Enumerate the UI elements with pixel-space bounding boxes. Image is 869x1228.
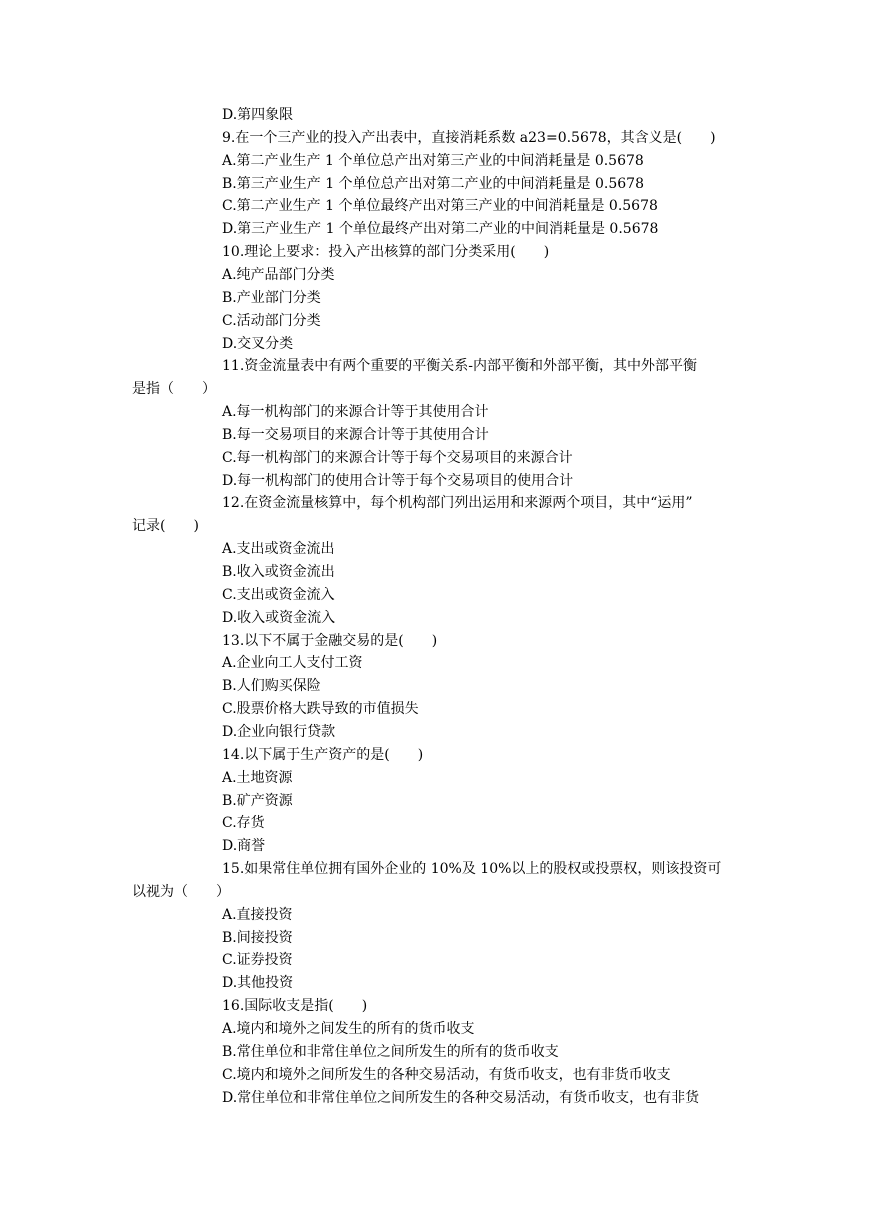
text-line: 是指（ ） — [132, 381, 216, 398]
text-line: D.交叉分类 — [222, 335, 294, 352]
text-line: D.第三产业生产 1 个单位最终产出对第二产业的中间消耗量是 0.5678 — [222, 221, 659, 238]
text-line: D.收入或资金流入 — [222, 609, 336, 626]
text-line: D.其他投资 — [222, 975, 294, 992]
text-line: A.直接投资 — [222, 906, 293, 923]
text-line: B.人们购买保险 — [222, 678, 321, 695]
text-line: 9.在一个三产业的投入产出表中，直接消耗系数 a23=0.5678，其含义是( ) — [222, 129, 716, 146]
text-line: C.境内和境外之间所发生的各种交易活动，有货币收支，也有非货币收支 — [222, 1066, 671, 1083]
text-line: C.证券投资 — [222, 952, 293, 969]
text-line: A.支出或资金流出 — [222, 541, 335, 558]
text-line: D.企业向银行贷款 — [222, 723, 336, 740]
text-line: C.活动部门分类 — [222, 312, 321, 329]
text-line: A.土地资源 — [222, 769, 293, 786]
text-line: C.股票价格大跌导致的市值损失 — [222, 701, 419, 718]
text-line: C.每一机构部门的来源合计等于每个交易项目的来源合计 — [222, 449, 573, 466]
text-line: B.间接投资 — [222, 929, 293, 946]
text-line: B.收入或资金流出 — [222, 564, 335, 580]
text-line: B.矿产资源 — [222, 792, 293, 809]
text-line: 15.如果常住单位拥有国外企业的 10%及 10%以上的股权或投票权，则该投资可 — [222, 861, 722, 878]
text-line: B.常住单位和非常住单位之间所发生的所有的货币收支 — [222, 1043, 559, 1060]
text-line: D.每一机构部门的使用合计等于每个交易项目的使用合计 — [222, 472, 574, 489]
text-line: 16.国际收支是指( ) — [222, 998, 368, 1015]
text-line: 记录( ) — [132, 518, 199, 535]
text-line: A.每一机构部门的来源合计等于其使用合计 — [222, 404, 489, 421]
text-line: D.常住单位和非常住单位之间所发生的各种交易活动，有货币收支，也有非货 — [222, 1089, 700, 1106]
text-line: B.产业部门分类 — [222, 289, 321, 306]
text-line: C.支出或资金流入 — [222, 586, 335, 603]
text-line: B.每一交易项目的来源合计等于其使用合计 — [222, 426, 489, 443]
text-line: A.第二产业生产 1 个单位总产出对第三产业的中间消耗量是 0.5678 — [222, 152, 644, 169]
text-line: 13.以下不属于金融交易的是( ) — [222, 632, 438, 649]
text-line: C.存货 — [222, 815, 265, 832]
text-line: A.境内和境外之间发生的所有的货币收支 — [222, 1021, 475, 1037]
text-line: 12.在资金流量核算中，每个机构部门列出运用和来源两个项目，其中“运用” — [222, 495, 693, 512]
text-line: 以视为（ ） — [132, 883, 230, 900]
text-line: 10.理论上要求：投入产出核算的部门分类采用( ) — [222, 244, 550, 261]
text-line: D.商誉 — [222, 838, 266, 855]
text-line: B.第三产业生产 1 个单位总产出对第二产业的中间消耗量是 0.5678 — [222, 175, 644, 192]
text-line: C.第二产业生产 1 个单位最终产出对第三产业的中间消耗量是 0.5678 — [222, 198, 658, 215]
text-line: 14.以下属于生产资产的是( ) — [222, 746, 424, 763]
text-line: A.企业向工人支付工资 — [222, 655, 363, 672]
text-line: A.纯产品部门分类 — [222, 266, 335, 283]
text-line: 11.资金流量表中有两个重要的平衡关系-内部平衡和外部平衡，其中外部平衡 — [222, 358, 697, 375]
text-line: D.第四象限 — [222, 107, 294, 123]
